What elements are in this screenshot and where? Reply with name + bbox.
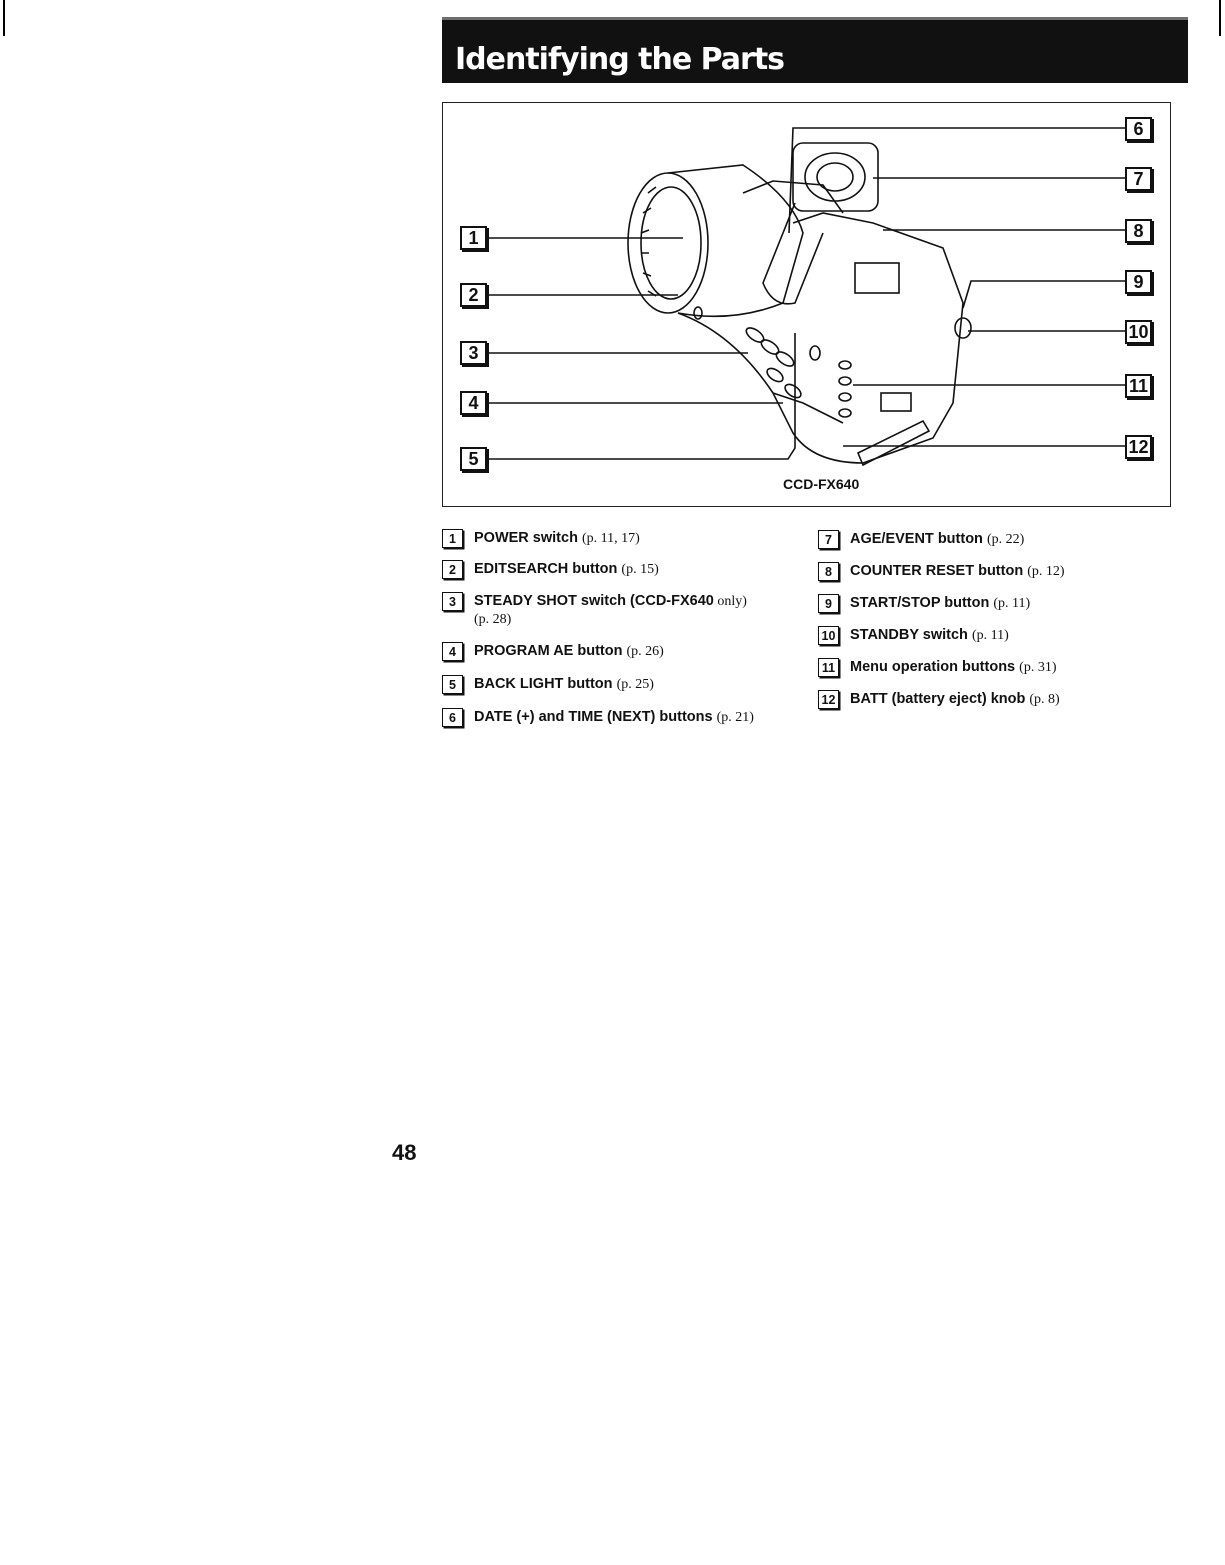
part-name: STEADY SHOT switch bbox=[474, 593, 627, 609]
part-name: COUNTER RESET button bbox=[850, 563, 1024, 579]
part-name: EDITSEARCH button bbox=[474, 561, 618, 577]
callout-6: 6 bbox=[1125, 117, 1152, 141]
camcorder-figure bbox=[442, 102, 1171, 507]
page-reference: (p. 12) bbox=[1027, 564, 1065, 579]
page-reference: (p. 26) bbox=[626, 644, 664, 659]
page-reference: (p. 28) bbox=[474, 612, 512, 627]
callout-1: 1 bbox=[460, 226, 487, 250]
callout-8: 8 bbox=[1125, 219, 1152, 243]
item-number: 8 bbox=[818, 562, 839, 581]
callout-10: 10 bbox=[1125, 320, 1152, 344]
page-reference: (p. 25) bbox=[616, 677, 654, 692]
page-reference: (p. 8) bbox=[1029, 692, 1060, 707]
page-reference: (p. 31) bbox=[1019, 660, 1057, 675]
callout-7: 7 bbox=[1125, 167, 1152, 191]
crop-mark-right bbox=[1219, 0, 1221, 36]
item-number: 1 bbox=[442, 529, 463, 548]
page-title: Identifying the Parts bbox=[455, 42, 785, 77]
part-name: POWER switch bbox=[474, 530, 578, 546]
item-number: 5 bbox=[442, 675, 463, 694]
part-name: PROGRAM AE button bbox=[474, 643, 623, 659]
title-banner bbox=[442, 17, 1188, 83]
item-number: 2 bbox=[442, 560, 463, 579]
page-reference: (p. 11) bbox=[971, 628, 1009, 643]
part-name: DATE (+) and TIME (NEXT) buttons bbox=[474, 709, 713, 725]
item-number: 11 bbox=[818, 658, 839, 677]
callout-3: 3 bbox=[460, 341, 487, 365]
page-reference: (p. 22) bbox=[986, 532, 1025, 547]
page-number: 48 bbox=[392, 1140, 417, 1165]
item-number: 3 bbox=[442, 592, 463, 611]
page-reference: (p. 21) bbox=[716, 710, 754, 725]
crop-mark-left bbox=[3, 0, 5, 36]
callout-11: 11 bbox=[1125, 374, 1152, 398]
item-number: 6 bbox=[442, 708, 463, 727]
part-name: BACK LIGHT button bbox=[474, 676, 613, 692]
item-number: 4 bbox=[442, 642, 463, 661]
item-number: 12 bbox=[818, 690, 839, 709]
item-number: 7 bbox=[818, 530, 839, 549]
page-reference: (p. 11) bbox=[993, 596, 1031, 611]
model-note-suffix: only) bbox=[713, 594, 747, 609]
camcorder-illustration bbox=[443, 103, 1172, 508]
callout-12: 12 bbox=[1125, 435, 1152, 459]
page-reference: (p. 15) bbox=[621, 562, 659, 577]
page-reference: (p. 11, 17) bbox=[581, 531, 640, 546]
callout-5: 5 bbox=[460, 447, 487, 471]
callout-4: 4 bbox=[460, 391, 487, 415]
part-name: Menu operation buttons bbox=[850, 659, 1016, 675]
callout-9: 9 bbox=[1125, 270, 1152, 294]
part-name: STANDBY switch bbox=[850, 627, 968, 643]
item-number: 10 bbox=[818, 626, 839, 645]
part-name: BATT (battery eject) knob bbox=[850, 691, 1026, 707]
part-name: START/STOP button bbox=[850, 595, 990, 611]
callout-2: 2 bbox=[460, 283, 487, 307]
part-name: AGE/EVENT button bbox=[850, 531, 983, 547]
model-caption: CCD-FX640 bbox=[783, 476, 860, 492]
item-number: 9 bbox=[818, 594, 839, 613]
model-note: (CCD-FX640 bbox=[630, 593, 714, 609]
